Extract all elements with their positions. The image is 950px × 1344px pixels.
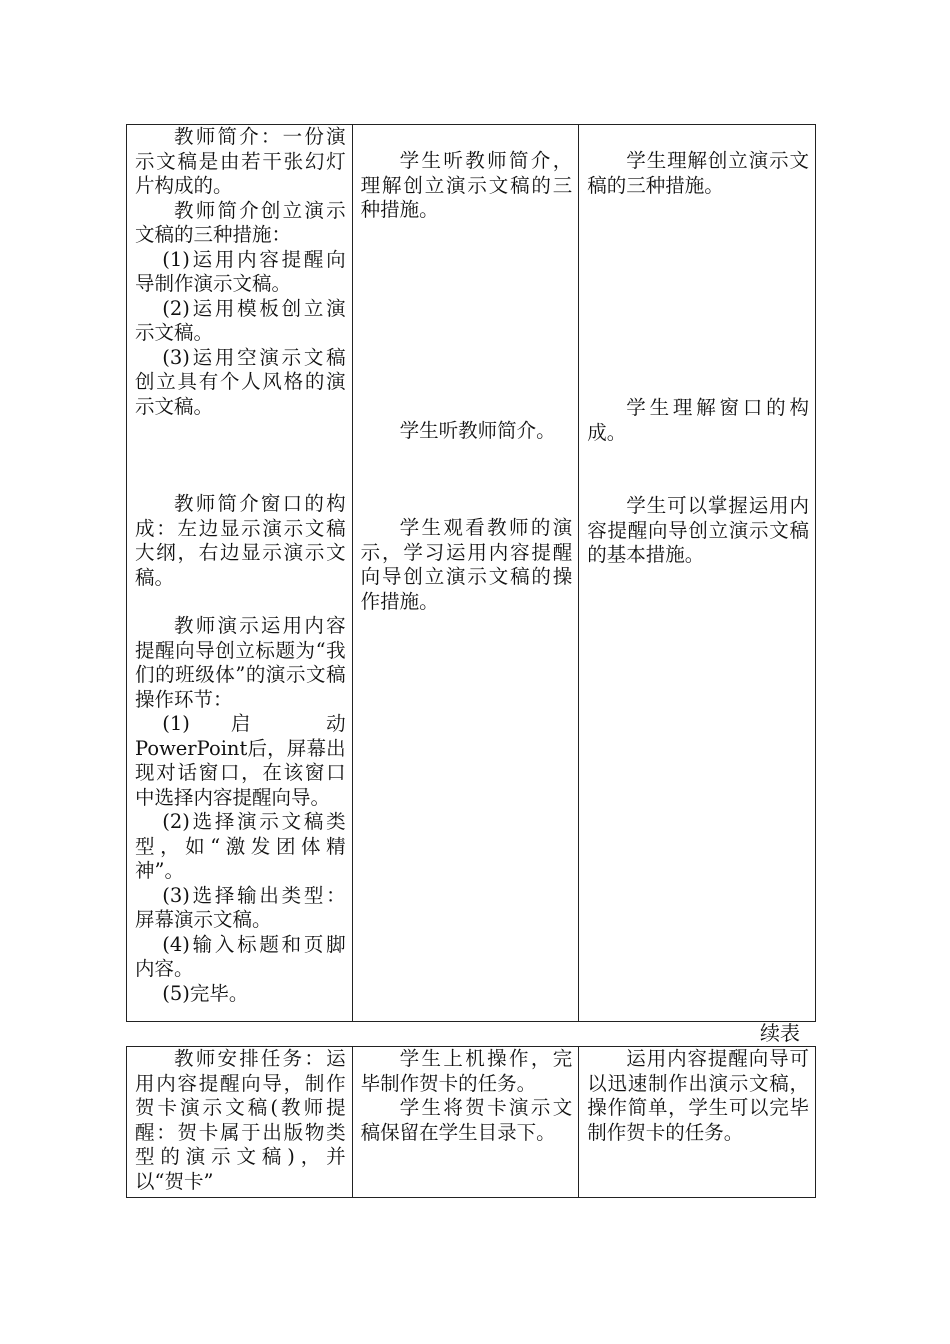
design-intent-cell	[579, 1047, 816, 1198]
student-text: 学生将贺卡演示文稿保留在学生目录下。	[360, 1096, 573, 1144]
teacher-task-text: 教师安排任务：运用内容提醒向导，制作贺卡演示文稿(教师提醒：贺卡属于出版物类型的演示文稿)，并以“贺卡”	[135, 1047, 346, 1193]
demo-intro-text: 教师演示运用内容提醒向导创立标题为“我们的班级体”的演示文稿操作环节：	[135, 614, 346, 711]
design-text: 运用内容提醒向导可以迅速制作出演示文稿，操作简单，学生可以完毕制作贺卡的任务。	[587, 1047, 809, 1144]
step-item: (2)选择演示文稿类型，如“激发团体精神”。	[135, 810, 346, 882]
teacher-activity-cell	[127, 1047, 353, 1198]
student-activity-cell	[352, 125, 579, 1022]
step-item: (1) 启 动 PowerPoint后，屏幕出现对话窗口，在该窗口中选择内容提醒向导。	[135, 712, 346, 809]
method-item: (1)运用内容提醒向导制作演示文稿。	[135, 247, 346, 295]
method-item: (2)运用模板创立演示文稿。	[135, 296, 346, 344]
table-row	[127, 125, 816, 1022]
design-text: 学生理解窗口的构成。	[587, 396, 809, 444]
step-item: (4)输入标题和页脚内容。	[135, 932, 346, 980]
lesson-table	[126, 124, 816, 1022]
design-intent-cell	[579, 125, 816, 1022]
student-text: 学生听教师简介。	[399, 418, 556, 442]
student-text: 学生上机操作，完毕制作贺卡的任务。	[360, 1047, 573, 1095]
table-row	[127, 1047, 816, 1198]
design-text: 学生可以掌握运用内容提醒向导创立演示文稿的基本措施。	[587, 494, 809, 566]
teacher-intro-text: 教师简介创立演示文稿的三种措施：	[135, 198, 346, 246]
window-intro-text: 教师简介窗口的构成：左边显示演示文稿大纲，右边显示演示文稿。	[135, 492, 346, 589]
design-text: 学生理解创立演示文稿的三种措施。	[587, 149, 809, 197]
teacher-activity-cell	[127, 125, 353, 1022]
continued-label: 续表	[760, 1021, 800, 1045]
student-text: 学生听教师简介，理解创立演示文稿的三种措施。	[360, 149, 573, 221]
method-item: (3)运用空演示文稿创立具有个人风格的演示文稿。	[135, 345, 346, 418]
step-item: (5)完毕。	[162, 981, 249, 1005]
step-item: (3)选择输出类型：屏幕演示文稿。	[135, 883, 346, 931]
student-activity-cell	[352, 1047, 579, 1198]
lesson-table-continued	[126, 1046, 816, 1198]
student-text: 学生观看教师的演示，学习运用内容提醒向导创立演示文稿的操作措施。	[360, 516, 573, 613]
teacher-intro-text: 教师简介：一份演示文稿是由若干张幻灯片构成的。	[135, 125, 346, 197]
